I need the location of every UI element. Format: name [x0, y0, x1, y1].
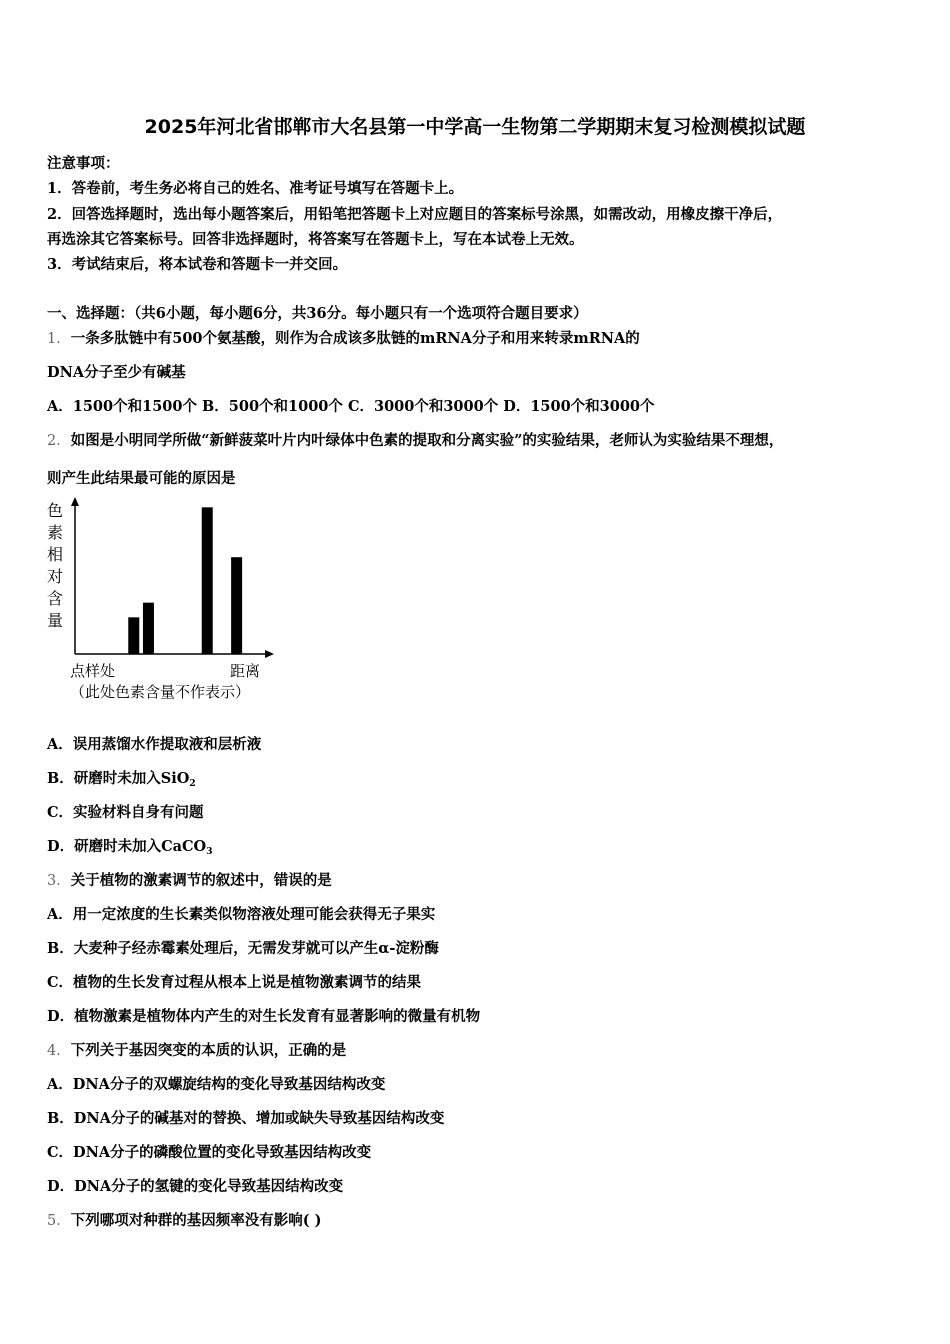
y-label-char: 色	[47, 501, 64, 520]
chart-note: （此处色素含量不作表示）	[70, 683, 251, 701]
q2-option-d	[47, 835, 212, 857]
q3-option-b: B．大麦种子经赤霉素处理后，无需发芽就可以产生α-淀粉酶	[47, 940, 439, 957]
q2-option-c: C．实验材料自身有问题	[47, 804, 204, 821]
y-label-char: 素	[47, 523, 64, 542]
y-label-char: 含	[47, 589, 64, 608]
q4-stem-text: 下列关于基因突变的本质的认识，正确的是	[70, 1042, 347, 1059]
notice-item-2: 2．回答选择题时，选出每小题答案后，用铅笔把答题卡上对应题目的答案标号涂黑，如需改动，用橡皮擦干净后，	[47, 206, 783, 223]
notice-item-3: 3．考试结束后，将本试卷和答题卡一并交回。	[47, 256, 348, 273]
q3-option-c: C．植物的生长发育过程从根本上说是植物激素调节的结果	[47, 974, 422, 991]
q4-number: 4．	[47, 1043, 71, 1059]
q4-option-c: C．DNA分子的磷酸位置的变化导致基因结构改变	[47, 1144, 372, 1161]
q3-number: 3．	[47, 873, 71, 889]
y-label-char: 量	[47, 611, 64, 630]
notice-item-1: 1．答卷前，考生务必将自己的姓名、准考证号填写在答题卡上。	[47, 180, 464, 197]
y-label-char: 对	[47, 567, 64, 586]
exam-title: 2025年河北省邯郸市大名县第一中学高一生物第二学期期末复习检测模拟试题	[144, 116, 806, 138]
x-label-distance: 距离	[230, 662, 261, 680]
q2-stem-cont: 则产生此结果最可能的原因是	[47, 470, 236, 487]
q5-stem	[47, 1209, 322, 1230]
q4-option-d: D．DNA分子的氢键的变化导致基因结构改变	[47, 1178, 344, 1195]
chart-bar	[202, 507, 213, 654]
q2-stem-text: 如图是小明同学所做“新鲜菠菜叶片内叶绿体中色素的提取和分离实验”的实验结果，老师认为实验结果不理想，	[70, 432, 784, 449]
q4-option-a: A．DNA分子的双螺旋结构的变化导致基因结构改变	[47, 1076, 386, 1093]
q4-stem	[47, 1039, 346, 1060]
notice-heading: 注意事项：	[47, 155, 120, 172]
y-axis-arrow	[71, 497, 79, 506]
q3-stem	[47, 869, 332, 890]
q2-option-b	[47, 767, 196, 789]
x-label-origin: 点样处	[70, 662, 116, 680]
y-label-char: 相	[47, 545, 64, 564]
q5-number: 5．	[47, 1213, 71, 1229]
chart-bars	[128, 507, 242, 654]
q5-stem-text: 下列哪项对种群的基因频率没有影响( )	[70, 1212, 322, 1229]
chart-bar	[143, 603, 154, 654]
pigment-chart	[44, 492, 284, 707]
q2-option-d-text: D．研磨时未加入CaCO	[47, 838, 207, 855]
q4-option-b: B．DNA分子的碱基对的替换、增加或缺失导致基因结构改变	[47, 1110, 445, 1127]
chart-y-label	[47, 501, 63, 630]
q1-options: A．1500个和1500个 B．500个和1000个 C．3000个和3000个 D．1500个和3000个	[47, 398, 655, 415]
q3-option-a: A．用一定浓度的生长素类似物溶液处理可能会获得无子果实	[47, 906, 436, 923]
q1-number: 1．	[47, 331, 71, 347]
q1-stem-text: 一条多肽链中有500个氨基酸，则作为合成该多肽链的mRNA分子和用来转录mRNA的	[70, 330, 640, 347]
chart-bar	[128, 617, 139, 654]
q1-stem	[47, 327, 640, 348]
q1-stem-cont: DNA分子至少有碱基	[47, 364, 186, 381]
x-axis-arrow	[265, 650, 274, 658]
notice-item-2-cont: 再选涂其它答案标号。回答非选择题时，将答案写在答题卡上，写在本试卷上无效。	[47, 231, 584, 248]
q2-option-b-subscript: 2	[189, 779, 196, 789]
q3-option-d: D．植物激素是植物体内产生的对生长发育有显著影响的微量有机物	[47, 1008, 481, 1025]
q2-option-d-subscript: 3	[206, 847, 213, 857]
chart-bar	[231, 557, 242, 654]
q2-number: 2．	[47, 433, 71, 449]
q2-stem	[47, 429, 783, 450]
q3-stem-text: 关于植物的激素调节的叙述中，错误的是	[70, 872, 332, 889]
section-heading: 一、选择题：（共6小题，每小题6分，共36分。每小题只有一个选项符合题目要求）	[47, 305, 588, 322]
q2-option-a: A．误用蒸馏水作提取液和层析液	[47, 736, 262, 753]
q2-option-b-text: B．研磨时未加入SiO	[47, 770, 190, 787]
